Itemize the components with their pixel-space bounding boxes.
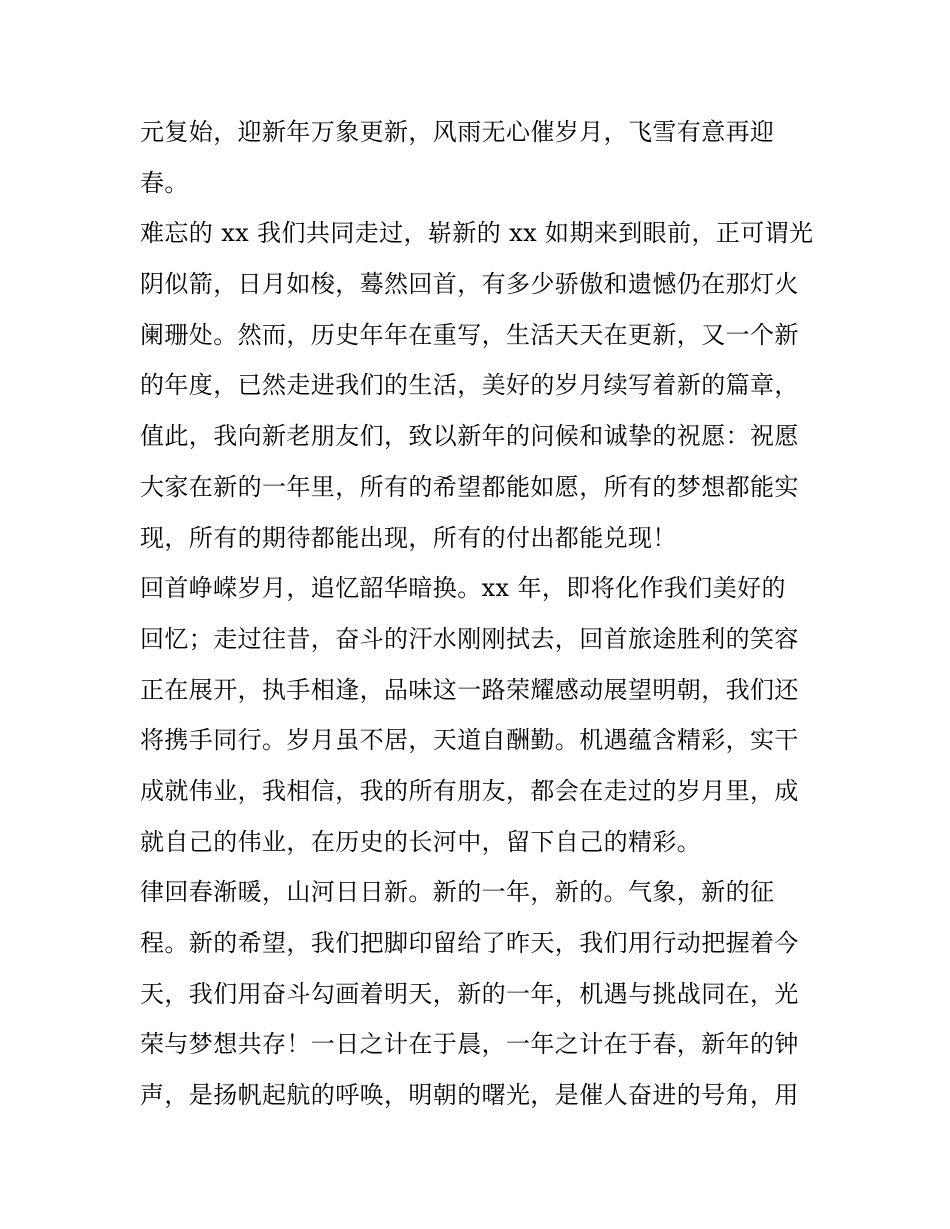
text-line-14: 成就伟业，我相信，我的所有朋友，都会在走过的岁月里，成 bbox=[140, 776, 799, 805]
text-line-10: 回首峥嵘岁月，追忆韶华暗换。xx 年，即将化作我们美好的 bbox=[140, 574, 786, 603]
text-line-20: 声，是扬帆起航的呼唤，明朝的曙光，是催人奋进的号角，用 bbox=[140, 1081, 799, 1110]
text-line-11: 回忆；走过往昔，奋斗的汗水刚刚拭去，回首旅途胜利的笑容 bbox=[140, 624, 799, 653]
text-line-8: 大家在新的一年里，所有的希望都能如愿，所有的梦想都能实 bbox=[140, 472, 799, 501]
text-line-5: 阑珊处。然而，历史年年在重写，生活天天在更新，又一个新 bbox=[140, 320, 799, 349]
text-line-4: 阴似箭，日月如梭，蓦然回首，有多少骄傲和遗憾仍在那灯火 bbox=[140, 270, 799, 299]
text-line-1: 元复始，迎新年万象更新，风雨无心催岁月，飞雪有意再迎 bbox=[140, 118, 775, 146]
text-line-19: 荣与梦想共存！一日之计在于晨，一年之计在于春，新年的钟 bbox=[140, 1030, 799, 1059]
text-line-13: 将携手同行。岁月虽不居，天道自酬勤。机遇蕴含精彩，实干 bbox=[140, 726, 799, 755]
text-line-9: 现，所有的期待都能出现，所有的付出都能兑现！ bbox=[140, 523, 677, 552]
text-line-12: 正在展开，执手相逢，品味这一路荣耀感动展望明朝，我们还 bbox=[140, 675, 799, 704]
text-line-16: 律回春渐暖，山河日日新。新的一年，新的。气象，新的征 bbox=[140, 878, 775, 907]
text-line-17: 程。新的希望，我们把脚印留给了昨天，我们用行动把握着今 bbox=[140, 929, 799, 957]
text-line-15: 就自己的伟业，在历史的长河中，留下自己的精彩。 bbox=[140, 827, 702, 856]
text-line-2: 春。 bbox=[140, 168, 189, 197]
text-line-18: 天，我们用奋斗勾画着明天，新的一年，机遇与挑战同在，光 bbox=[140, 979, 799, 1008]
text-line-6: 的年度，已然走进我们的生活，美好的岁月续写着新的篇章， bbox=[140, 371, 799, 400]
document-body bbox=[140, 107, 820, 1121]
text-line-7: 值此，我向新老朋友们，致以新年的问候和诚挚的祝愿：祝愿 bbox=[140, 422, 799, 451]
text-line-3: 难忘的 xx 我们共同走过，崭新的 xx 如期来到眼前，正可谓光 bbox=[140, 219, 814, 248]
